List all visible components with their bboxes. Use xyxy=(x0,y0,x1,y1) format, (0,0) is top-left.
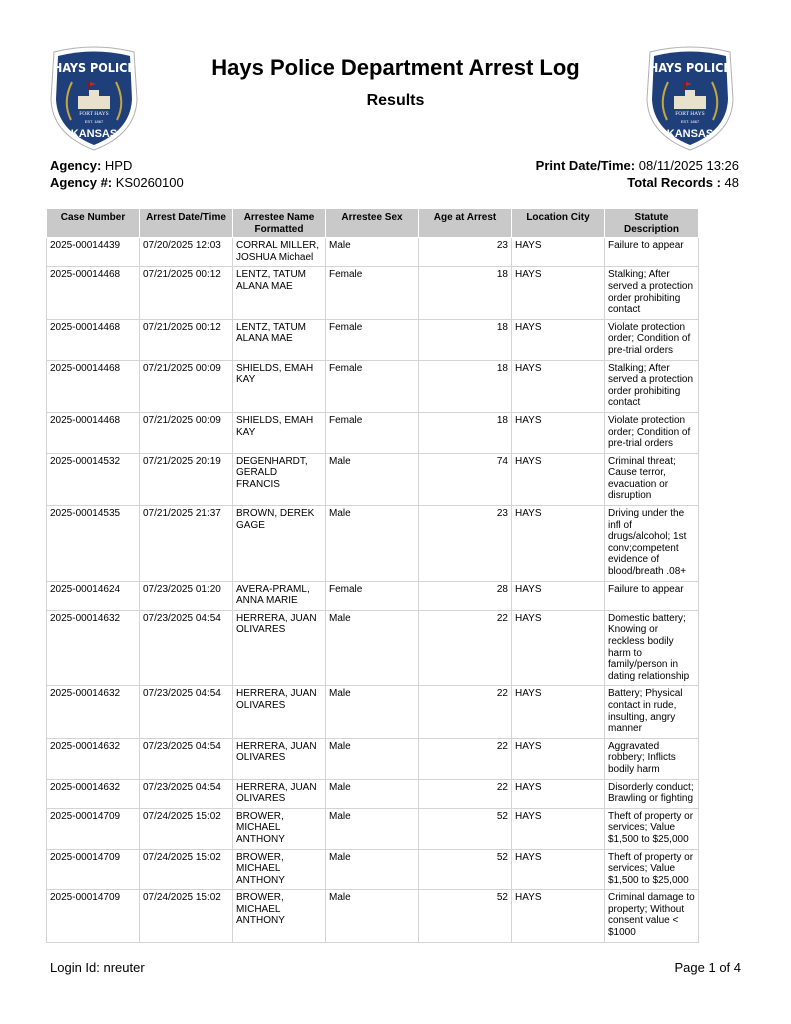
cell-statute-description: Criminal damage to property; Without consent value < $1000 xyxy=(605,890,699,942)
cell-statute-description: Battery; Physical contact in rude, insulting, angry manner xyxy=(605,686,699,738)
cell-arrest-date-time: 07/24/2025 15:02 xyxy=(140,890,233,942)
column-header-age-at-arrest: Age at Arrest xyxy=(419,209,512,238)
cell-arrestee-name: BROWN, DEREK GAGE xyxy=(233,506,326,582)
cell-age-at-arrest: 22 xyxy=(419,610,512,686)
table-row xyxy=(47,738,699,779)
column-header-arrestee-sex: Arrestee Sex xyxy=(326,209,419,238)
cell-arrestee-sex: Male xyxy=(326,738,419,779)
cell-location-city: HAYS xyxy=(512,738,605,779)
cell-arrestee-name: BROWER, MICHAEL ANTHONY xyxy=(233,890,326,942)
cell-arrest-date-time: 07/20/2025 12:03 xyxy=(140,238,233,267)
cell-arrestee-name: SHIELDS, EMAH KAY xyxy=(233,360,326,412)
cell-arrest-date-time: 07/21/2025 00:12 xyxy=(140,319,233,360)
badge-middle-text: FORT HAYS xyxy=(675,111,705,117)
cell-age-at-arrest: 18 xyxy=(419,267,512,319)
print-datetime-line xyxy=(536,157,739,174)
cell-statute-description: Criminal threat; Cause terror, evacuation or disruption xyxy=(605,453,699,505)
login-id: Login Id: nreuter xyxy=(50,960,145,975)
arrest-log-table xyxy=(46,208,699,943)
cell-arrest-date-time: 07/21/2025 20:19 xyxy=(140,453,233,505)
cell-age-at-arrest: 28 xyxy=(419,581,512,610)
cell-location-city: HAYS xyxy=(512,779,605,808)
cell-arrestee-name: HERRERA, JUAN OLIVARES xyxy=(233,610,326,686)
cell-arrest-date-time: 07/24/2025 15:02 xyxy=(140,849,233,890)
cell-statute-description: Theft of property or services; Value $1,500 to $25,000 xyxy=(605,808,699,849)
table-row xyxy=(47,453,699,505)
cell-arrestee-name: DEGENHARDT, GERALD FRANCIS xyxy=(233,453,326,505)
cell-case-number: 2025-00014624 xyxy=(47,581,140,610)
table-row xyxy=(47,808,699,849)
cell-arrestee-name: HERRERA, JUAN OLIVARES xyxy=(233,779,326,808)
cell-case-number: 2025-00014468 xyxy=(47,412,140,453)
cell-arrestee-sex: Male xyxy=(326,506,419,582)
table-row xyxy=(47,581,699,610)
table-row xyxy=(47,238,699,267)
badge-middle-text: FORT HAYS xyxy=(79,111,109,117)
cell-location-city: HAYS xyxy=(512,890,605,942)
page-number: Page 1 of 4 xyxy=(674,960,741,975)
badge-est-text: EST. 1867 xyxy=(84,119,104,124)
cell-arrestee-sex: Male xyxy=(326,686,419,738)
cell-statute-description: Failure to appear xyxy=(605,581,699,610)
table-row xyxy=(47,849,699,890)
badge-top-text: HAYS POLICE xyxy=(52,60,136,75)
cell-arrestee-sex: Female xyxy=(326,412,419,453)
cell-arrest-date-time: 07/23/2025 04:54 xyxy=(140,686,233,738)
cell-arrest-date-time: 07/21/2025 00:09 xyxy=(140,412,233,453)
cell-arrestee-sex: Male xyxy=(326,808,419,849)
cell-age-at-arrest: 52 xyxy=(419,849,512,890)
cell-statute-description: Violate protection order; Condition of pre-trial orders xyxy=(605,319,699,360)
cell-case-number: 2025-00014468 xyxy=(47,319,140,360)
cell-age-at-arrest: 18 xyxy=(419,319,512,360)
table-row xyxy=(47,319,699,360)
table-row xyxy=(47,412,699,453)
cell-arrestee-sex: Female xyxy=(326,581,419,610)
cell-arrestee-sex: Male xyxy=(326,610,419,686)
table-row xyxy=(47,360,699,412)
cell-arrestee-sex: Male xyxy=(326,779,419,808)
cell-arrest-date-time: 07/21/2025 00:12 xyxy=(140,267,233,319)
cell-arrest-date-time: 07/23/2025 04:54 xyxy=(140,738,233,779)
cell-arrestee-sex: Male xyxy=(326,238,419,267)
print-info xyxy=(536,157,739,191)
cell-arrestee-sex: Male xyxy=(326,849,419,890)
table-row xyxy=(47,890,699,942)
total-records-line xyxy=(536,174,739,191)
cell-statute-description: Stalking; After served a protection order prohibiting contact xyxy=(605,360,699,412)
cell-statute-description: Failure to appear xyxy=(605,238,699,267)
cell-age-at-arrest: 74 xyxy=(419,453,512,505)
cell-case-number: 2025-00014632 xyxy=(47,610,140,686)
agency-info xyxy=(50,157,184,191)
badge-est-text: EST. 1867 xyxy=(680,119,700,124)
table-row xyxy=(47,506,699,582)
cell-arrestee-name: CORRAL MILLER, JOSHUA Michael xyxy=(233,238,326,267)
cell-arrestee-name: BROWER, MICHAEL ANTHONY xyxy=(233,808,326,849)
cell-arrestee-sex: Male xyxy=(326,453,419,505)
agency-value: HPD xyxy=(104,158,133,173)
cell-location-city: HAYS xyxy=(512,849,605,890)
table-row xyxy=(47,779,699,808)
cell-case-number: 2025-00014532 xyxy=(47,453,140,505)
page-title: Hays Police Department Arrest Log xyxy=(211,55,580,80)
cell-arrestee-name: LENTZ, TATUM ALANA MAE xyxy=(233,267,326,319)
cell-arrestee-name: LENTZ, TATUM ALANA MAE xyxy=(233,319,326,360)
cell-arrestee-sex: Male xyxy=(326,890,419,942)
cell-arrestee-name: HERRERA, JUAN OLIVARES xyxy=(233,686,326,738)
cell-location-city: HAYS xyxy=(512,808,605,849)
cell-case-number: 2025-00014709 xyxy=(47,890,140,942)
cell-statute-description: Aggravated robbery; Inflicts bodily harm xyxy=(605,738,699,779)
cell-case-number: 2025-00014632 xyxy=(47,738,140,779)
cell-location-city: HAYS xyxy=(512,360,605,412)
cell-case-number: 2025-00014468 xyxy=(47,267,140,319)
cell-case-number: 2025-00014632 xyxy=(47,779,140,808)
cell-statute-description: Disorderly conduct; Brawling or fighting xyxy=(605,779,699,808)
print-datetime-label: Print Date/Time: xyxy=(535,158,636,173)
cell-location-city: HAYS xyxy=(512,267,605,319)
cell-arrest-date-time: 07/21/2025 00:09 xyxy=(140,360,233,412)
column-header-arrest-date-time: Arrest Date/Time xyxy=(140,209,233,238)
table-header-row xyxy=(47,209,699,238)
cell-age-at-arrest: 22 xyxy=(419,779,512,808)
column-header-location-city: Location City xyxy=(512,209,605,238)
agency-number-line xyxy=(50,174,184,191)
cell-arrestee-name: BROWER, MICHAEL ANTHONY xyxy=(233,849,326,890)
cell-age-at-arrest: 22 xyxy=(419,738,512,779)
cell-location-city: HAYS xyxy=(512,610,605,686)
cell-location-city: HAYS xyxy=(512,238,605,267)
badge-bottom-text: KANSAS xyxy=(666,128,714,140)
cell-location-city: HAYS xyxy=(512,581,605,610)
cell-age-at-arrest: 52 xyxy=(419,890,512,942)
total-records-value: 48 xyxy=(724,175,739,190)
column-header-statute-description: Statute Description xyxy=(605,209,699,238)
cell-location-city: HAYS xyxy=(512,686,605,738)
table-row xyxy=(47,267,699,319)
column-header-case-number: Case Number xyxy=(47,209,140,238)
cell-statute-description: Domestic battery; Knowing or reckless bodily harm to family/person in dating relationship xyxy=(605,610,699,686)
agency-label: Agency: xyxy=(50,158,102,173)
table-body xyxy=(47,238,699,942)
cell-case-number: 2025-00014439 xyxy=(47,238,140,267)
cell-arrestee-name: HERRERA, JUAN OLIVARES xyxy=(233,738,326,779)
agency-number-value: KS0260100 xyxy=(115,175,184,190)
table-row xyxy=(47,610,699,686)
badge-top-text: HAYS POLICE xyxy=(648,60,732,75)
cell-arrestee-name: SHIELDS, EMAH KAY xyxy=(233,412,326,453)
cell-arrestee-sex: Female xyxy=(326,267,419,319)
cell-statute-description: Stalking; After served a protection order prohibiting contact xyxy=(605,267,699,319)
column-header-arrestee-name: Arrestee Name Formatted xyxy=(233,209,326,238)
agency-line xyxy=(50,157,184,174)
cell-location-city: HAYS xyxy=(512,319,605,360)
cell-arrest-date-time: 07/23/2025 04:54 xyxy=(140,610,233,686)
cell-arrest-date-time: 07/21/2025 21:37 xyxy=(140,506,233,582)
cell-age-at-arrest: 18 xyxy=(419,412,512,453)
cell-statute-description: Driving under the infl of drugs/alcohol; 1st conv;competent evidence of blood/breath .08+ xyxy=(605,506,699,582)
table-row xyxy=(47,686,699,738)
cell-case-number: 2025-00014632 xyxy=(47,686,140,738)
cell-case-number: 2025-00014468 xyxy=(47,360,140,412)
cell-location-city: HAYS xyxy=(512,453,605,505)
cell-arrestee-sex: Female xyxy=(326,319,419,360)
cell-location-city: HAYS xyxy=(512,412,605,453)
total-records-label: Total Records : xyxy=(627,175,721,190)
agency-number-label: Agency #: xyxy=(50,175,113,190)
cell-location-city: HAYS xyxy=(512,506,605,582)
cell-case-number: 2025-00014709 xyxy=(47,808,140,849)
cell-age-at-arrest: 18 xyxy=(419,360,512,412)
cell-arrest-date-time: 07/24/2025 15:02 xyxy=(140,808,233,849)
cell-age-at-arrest: 23 xyxy=(419,506,512,582)
cell-case-number: 2025-00014535 xyxy=(47,506,140,582)
cell-statute-description: Violate protection order; Condition of pre-trial orders xyxy=(605,412,699,453)
cell-age-at-arrest: 22 xyxy=(419,686,512,738)
cell-age-at-arrest: 52 xyxy=(419,808,512,849)
cell-case-number: 2025-00014709 xyxy=(47,849,140,890)
print-datetime-value: 08/11/2025 13:26 xyxy=(638,158,739,173)
badge-bottom-text: KANSAS xyxy=(70,128,118,140)
cell-age-at-arrest: 23 xyxy=(419,238,512,267)
cell-arrestee-sex: Female xyxy=(326,360,419,412)
page-subtitle: Results xyxy=(366,92,425,109)
cell-statute-description: Theft of property or services; Value $1,500 to $25,000 xyxy=(605,849,699,890)
cell-arrest-date-time: 07/23/2025 01:20 xyxy=(140,581,233,610)
cell-arrestee-name: AVERA-PRAML, ANNA MARIE xyxy=(233,581,326,610)
cell-arrest-date-time: 07/23/2025 04:54 xyxy=(140,779,233,808)
